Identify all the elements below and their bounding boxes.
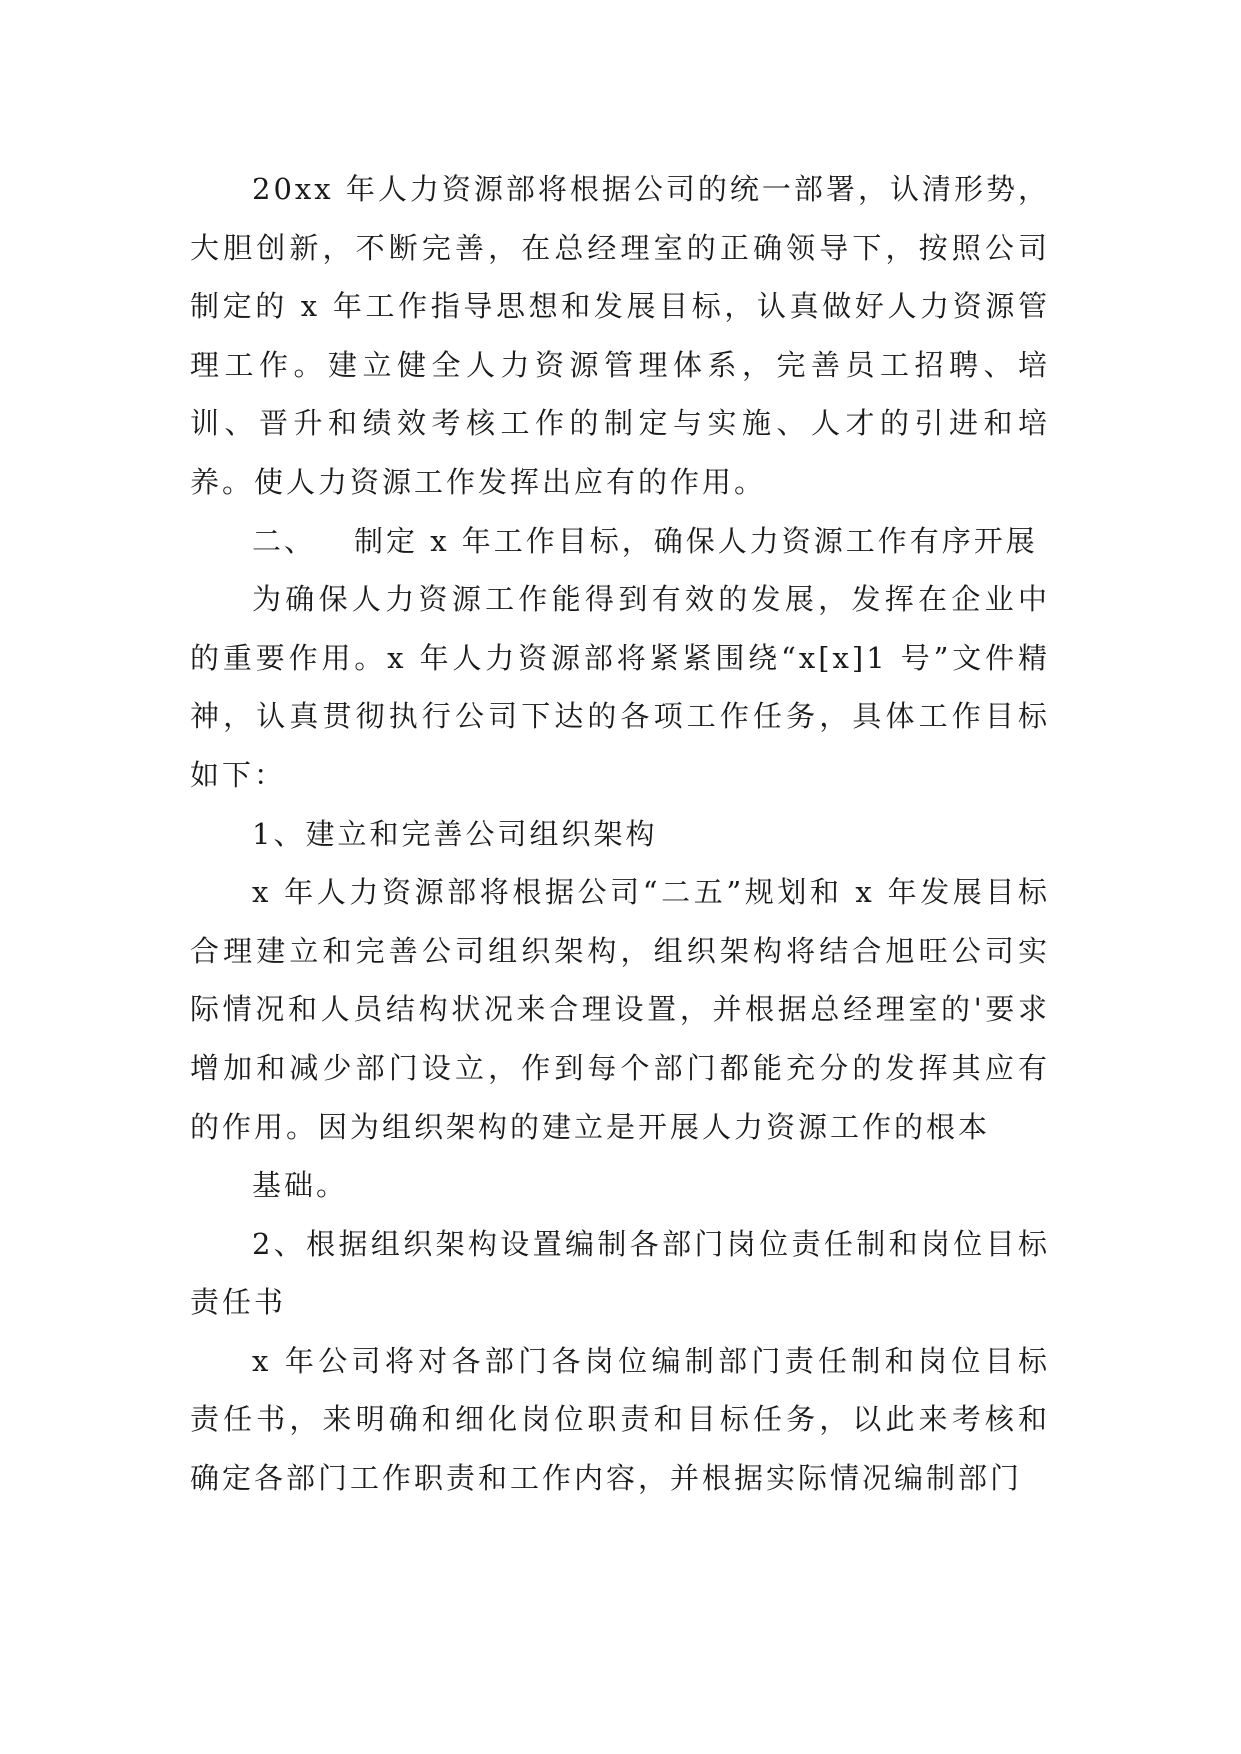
item-heading-1: 1、建立和完善公司组织架构	[252, 816, 658, 851]
paragraph-org-structure: x 年人力资源部将根据公司“二五”规划和 x 年发展目标合理建立和完善公司组织架构，组织架构将结合旭旺公司实际情况和人员结构状况来合理设置，并根据总经理室的'要求增加和减少部门设立，作到每个部门都能充分的发挥其应有的作用。因为组织架构的建立是开展人力资源工作的根本	[190, 875, 1050, 1144]
item-heading-2: 2、根据组织架构设置编制各部门岗位责任制和岗位目标责任书	[190, 1226, 1050, 1320]
section-title: 制定 x 年工作目标，确保人力资源工作有序开展	[354, 523, 1038, 558]
document-body	[190, 160, 1050, 1508]
paragraph-goals-intro: 为确保人力资源工作能得到有效的发展，发挥在企业中的重要作用。x 年人力资源部将紧紧围绕“x[x]1 号”文件精神，认真贯彻执行公司下达的各项工作任务，具体工作目标如下：	[190, 582, 1050, 792]
paragraph-foundation: 基础。	[252, 1168, 349, 1203]
paragraph-intro: 20xx 年人力资源部将根据公司的统一部署，认清形势，大胆创新，不断完善，在总经理室的正确领导下，按照公司制定的 x 年工作指导思想和发展目标，认真做好人力资源管理工作。建立健全人力资源管理体系，完善员工招聘、培训、晋升和绩效考核工作的制定与实施、人才的引进和培养。使人力资源工作发挥出应有的作用。	[190, 172, 1050, 499]
section-heading-two	[190, 512, 1050, 571]
section-number: 二、	[252, 523, 317, 558]
paragraph-responsibility: x 年公司将对各部门各岗位编制部门责任制和岗位目标责任书，来明确和细化岗位职责和目标任务，以此来考核和确定各部门工作职责和工作内容，并根据实际情况编制部门	[190, 1343, 1050, 1496]
